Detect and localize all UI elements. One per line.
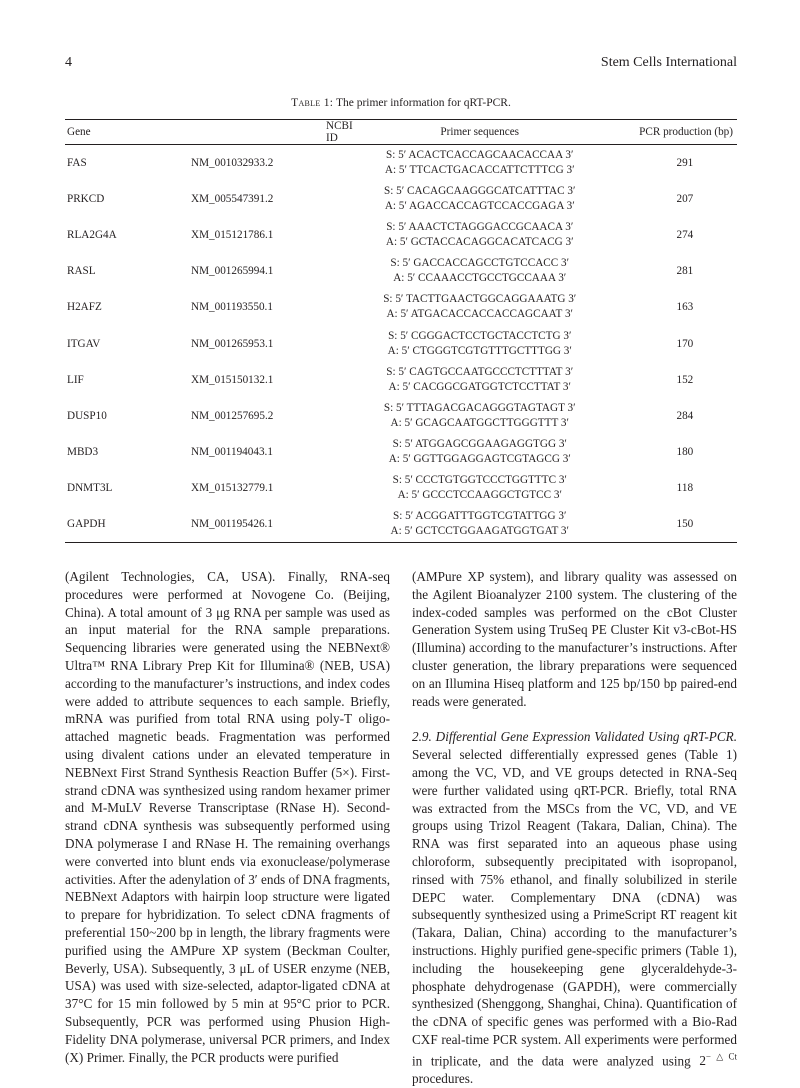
cell-pcr-production: 118: [676, 482, 694, 495]
table-row: [65, 506, 737, 542]
cell-gene: RLA2G4A: [67, 228, 117, 241]
cell-primer-sequences: [353, 253, 607, 289]
table-header-row: [65, 120, 737, 145]
sense-primer: S: 5′ ACACTCACCAGCAACACCAA 3′: [386, 148, 574, 161]
antisense-primer: A: 5′ GCAGCAATGGCTTGGGTTT 3′: [390, 416, 569, 429]
cell-ncbi-id: NM_001265994.1: [191, 265, 274, 278]
cell-primer-sequences: [353, 181, 607, 217]
antisense-primer: A: 5′ GCCCTCCAAGGCTGTCC 3′: [397, 489, 562, 502]
antisense-primer: A: 5′ GCTACCACAGGCACATCACG 3′: [385, 235, 574, 248]
section-heading: 2.9. Differential Gene Expression Validated Using qRT-PCR.: [412, 729, 737, 745]
sense-primer: S: 5′ GACCACCAGCCTGTCCACC 3′: [390, 257, 570, 270]
cell-gene: RASL: [67, 265, 96, 278]
cell-gene: FAS: [67, 156, 87, 169]
left-column: [65, 568, 390, 1066]
antisense-primer: A: 5′ GCTCCTGGAAGATGGTGAT 3′: [390, 525, 569, 538]
column-header-primer-sequences: Primer sequences: [440, 125, 520, 138]
cell-pcr-production: 207: [676, 192, 694, 205]
cell-primer-sequences: [353, 145, 607, 181]
methods-paragraph-sequencing: (AMPure XP system), and library quality was assessed on the Agilent Bioanalyzer 2100 system. The clustering of the index-coded samples was performed on the cBot Cluster Generation System using TruSeq PE Cluster Kit v3-cBot-HS (Illumina) according to the manufacturer’s instructions. After cluster generation, the library preparations were sequenced on an Illumina Hiseq platform and 125 bp/150 bp paired-end reads were generated.: [412, 569, 737, 709]
antisense-primer: A: 5′ AGACCACCAGTCCACCGAGA 3′: [384, 199, 575, 212]
table-row: [65, 434, 737, 470]
formula: $2^{-\triangle Ct}$: [699, 1051, 737, 1069]
table-row: [65, 325, 737, 361]
cell-pcr-production: 291: [676, 156, 694, 169]
cell-gene: ITGAV: [67, 337, 101, 350]
column-header-ncbi-id: NCBI ID: [326, 120, 353, 144]
cell-gene: DNMT3L: [67, 482, 113, 495]
cell-pcr-production: 274: [676, 228, 694, 241]
cell-ncbi-id: NM_001265953.1: [191, 337, 274, 350]
cell-primer-sequences: [353, 217, 607, 253]
cell-gene: H2AFZ: [67, 301, 102, 314]
journal-title: Stem Cells International: [600, 55, 737, 70]
table-caption-text: The primer information for qRT-PCR.: [335, 97, 511, 109]
cell-pcr-production: 180: [676, 446, 694, 459]
table-row: [65, 181, 737, 217]
primer-table: [65, 119, 737, 543]
sense-primer: S: 5′ CACAGCAAGGGCATCATTTAC 3′: [384, 184, 576, 197]
sense-primer: S: 5′ ACGGATTTGGTCGTATTGG 3′: [393, 510, 567, 523]
cell-pcr-production: 152: [676, 373, 694, 386]
cell-primer-sequences: [353, 398, 607, 434]
sense-primer: S: 5′ ATGGAGCGGAAGAGGTGG 3′: [392, 438, 567, 451]
cell-pcr-production: 163: [676, 301, 694, 314]
cell-primer-sequences: [353, 506, 607, 542]
cell-pcr-production: 284: [676, 409, 694, 422]
cell-ncbi-id: NM_001193550.1: [191, 301, 273, 314]
sense-primer: S: 5′ AAACTCTAGGGACCGCAACA 3′: [386, 220, 574, 233]
table-row: [65, 253, 737, 289]
methods-paragraph-rna-seq: (Agilent Technologies, CA, USA). Finally, RNA-seq procedures were performed at Novogene Co. (Beijing, China). A total amount of 3 μg RNA per sample was used as an input material for the RNA sample preparations. Sequencing libraries were generated using the NEBNext® Ultra™ RNA Library Prep Kit for Illumina® (NEB, USA) according to the manufacturer’s instructions, and index codes were added to attribute sequences to each sample. Briefly, mRNA was purified from total RNA using poly-T oligo-attached magnetic beads. Fragmentation was performed using divalent cations under an elevated temperature in NEBNext First Strand Synthesis Reaction Buffer (5×). First-strand cDNA was synthesized using random hexamer primer and M-MuLV Reverse Transcriptase (RNase H). Second-strand cDNA synthesis was subsequently performed using DNA polymerase I and RNase H. The remaining overhangs were converted into blunt ends via exonuclease/polymerase activities. After the adenylation of 3′ ends of DNA fragments, NEBNext Adaptors with hairpin loop structure were ligated to prepare for hybridization. To select cDNA fragments of preferential 150~200 bp in length, the library fragments were purified using the AMPure XP system (Beckman Coulter, Beverly, USA). Subsequently, 3 μL of USER enzyme (NEB, USA) was used with size-selected, adaptor-ligated cDNA at 37°C for 15 min followed by 5 min at 95°C prior to PCR. Subsequently, PCR was performed using Phusion High-Fidelity DNA polymerase, universal PCR primers, and Index (X) Primer. Finally, the PCR products were purified: [65, 569, 390, 1065]
cell-gene: LIF: [67, 373, 84, 386]
column-header-pcr-production: PCR production (bp): [639, 126, 733, 138]
cell-ncbi-id: NM_001195426.1: [191, 518, 273, 531]
table-row: [65, 217, 737, 253]
antisense-primer: A: 5′ TTCACTGACACCATTCTTTCG 3′: [384, 163, 575, 176]
cell-ncbi-id: XM_005547391.2: [191, 192, 274, 205]
cell-primer-sequences: [353, 325, 607, 361]
cell-pcr-production: 281: [676, 265, 694, 278]
antisense-primer: A: 5′ CCAAACCTGCCTGCCAAA 3′: [393, 272, 567, 285]
sense-primer: S: 5′ TTTAGACGACAGGGTAGTAGT 3′: [383, 401, 576, 414]
right-column: [412, 568, 737, 1088]
cell-ncbi-id: NM_001257695.2: [191, 409, 274, 422]
table-row: [65, 398, 737, 434]
table-row: [65, 362, 737, 398]
antisense-primer: A: 5′ ATGACACCACCACCAGCAAT 3′: [386, 308, 573, 321]
cell-primer-sequences: [353, 362, 607, 398]
table-caption-label: Table 1:: [291, 97, 334, 109]
sense-primer: S: 5′ TACTTGAACTGGCAGGAAATG 3′: [383, 293, 577, 306]
cell-pcr-production: 170: [676, 337, 694, 350]
cell-pcr-production: 150: [676, 518, 694, 531]
antisense-primer: A: 5′ GGTTGGAGGAGTCGTAGCG 3′: [388, 453, 571, 466]
cell-primer-sequences: [353, 434, 607, 470]
antisense-primer: A: 5′ CTGGGTCGTGTTTGCTTTGG 3′: [387, 344, 572, 357]
page-header: [65, 55, 737, 77]
cell-ncbi-id: NM_001032933.2: [191, 156, 274, 169]
cell-gene: MBD3: [67, 446, 99, 459]
column-header-gene: Gene: [67, 126, 91, 138]
table-row: [65, 470, 737, 506]
table-row: [65, 145, 737, 181]
cell-primer-sequences: [353, 289, 607, 325]
cell-ncbi-id: XM_015121786.1: [191, 228, 274, 241]
page-number: 4: [65, 55, 72, 70]
cell-ncbi-id: XM_015132779.1: [191, 482, 274, 495]
cell-primer-sequences: [353, 470, 607, 506]
sense-primer: S: 5′ CAGTGCCAATGCCCTCTTTAT 3′: [386, 365, 574, 378]
cell-ncbi-id: NM_001194043.1: [191, 446, 273, 459]
methods-paragraph-qrt-pcr: 2.9. Differential Gene Expression Validated Using qRT-PCR. Several selected differentially expressed genes (Table 1) among the VC, VD, and VE groups detected in RNA-Seq were further validated using qRT-PCR. Briefly, total RNA was extracted from the MSCs from the VC, VD, and VE groups using Trizol Reagent (Takara, Dalian, China). The RNA was first separated into an aqueous phase using chloroform, subsequently precipitated with isopropanol, rinsed with 75% ethanol, and finally solubilized in sterile DEPC water. Complementary DNA (cDNA) was subsequently synthesized using a PrimeScript RT reagent kit (Takara, Dalian, China) according to the manufacturer’s instructions. Highly purified gene-specific primers (Table 1), including the housekeeping gene glyceraldehyde-3-phosphate dehydrogenase (GAPDH), were commercially synthesized (Shenggong, Shanghai, China). Quantification of the cDNA of specific genes was performed with a Bio-Rad CXF real-time PCR system. All experiments were performed in triplicate, and the data were analyzed using $2^{-\triangle Ct}$ procedures.: [412, 729, 737, 1086]
section-body-text: Several selected differentially expressed genes (Table 1) among the VC, VD, and VE groups detected in RNA-Seq were further validated using qRT-PCR. Briefly, total RNA was extracted from the MSCs from the VC, VD, and VE groups using Trizol Reagent (Takara, Dalian, China). The RNA was first separated into an aqueous phase using chloroform, subsequently precipitated with isopropanol, rinsed with 75% ethanol, and finally solubilized in sterile DEPC water. Complementary DNA (cDNA) was subsequently synthesized using a PrimeScript RT reagent kit (Takara, Dalian, China) according to the manufacturer’s instructions. Highly purified gene-specific primers (Table 1), including the housekeeping gene glyceraldehyde-3-phosphate dehydrogenase (GAPDH), were commercially synthesized (Shenggong, Shanghai, China). Quantification of the cDNA of specific genes was performed with a Bio-Rad CXF real-time PCR system. All experiments were performed in triplicate, and the data were analyzed using: [412, 747, 737, 1069]
cell-gene: PRKCD: [67, 192, 105, 205]
cell-ncbi-id: XM_015150132.1: [191, 373, 274, 386]
table-row: [65, 289, 737, 325]
sense-primer: S: 5′ CGGGACTCCTGCTACCTCTG 3′: [388, 329, 572, 342]
table-caption: [65, 97, 737, 109]
cell-gene: GAPDH: [67, 518, 106, 531]
cell-gene: DUSP10: [67, 409, 107, 422]
sense-primer: S: 5′ CCCTGTGGTCCCTGGTTTC 3′: [392, 474, 567, 487]
antisense-primer: A: 5′ CACGGCGATGGTCTCCTTAT 3′: [388, 380, 571, 393]
